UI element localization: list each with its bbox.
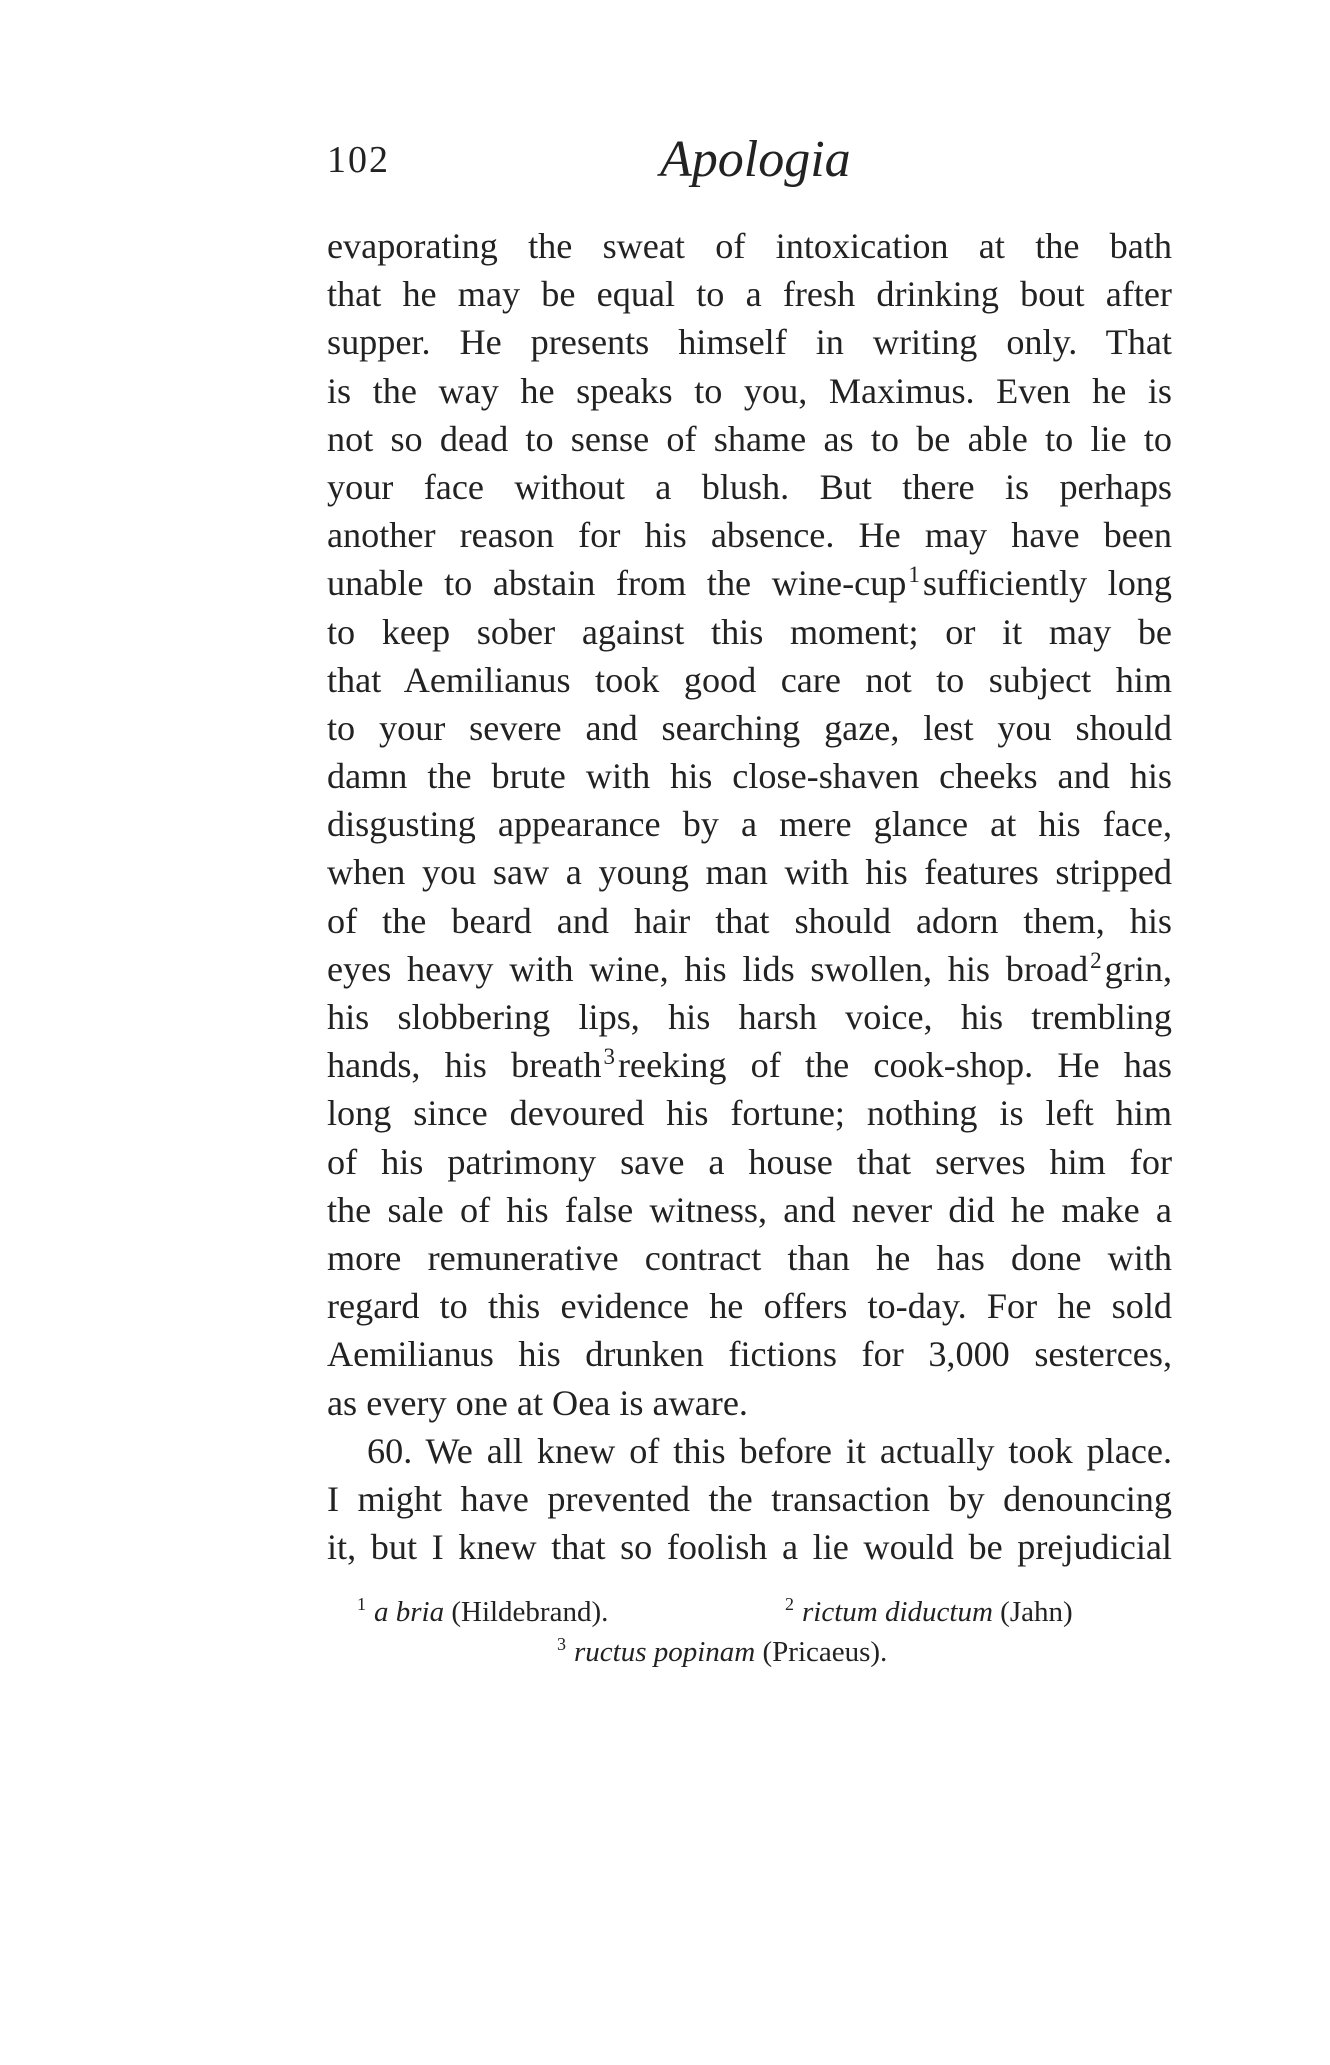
footnote-3 [557,1632,887,1672]
footnote-marker: 1 [357,1594,366,1614]
footnote-row [327,1632,1172,1672]
text-line: I might have prevented the transaction by denouncing [327,1478,1172,1519]
page-header [327,130,1172,190]
text-line: that he may be equal to a fresh drinking bout after [327,274,1172,315]
text-line: more remunerative contract than he has done with [327,1237,1172,1278]
line-text: sufficiently long [922,563,1172,604]
body-text [327,222,1172,1571]
line-text: eyes heavy with wine, his lids swollen, his broad [327,948,1089,989]
line-text: grin, [1104,948,1172,989]
footnote-1 [357,1592,608,1632]
text-line: regard to this evidence he offers to-day. For he sold [327,1286,1172,1327]
text-line [327,945,1172,993]
text-line: evaporating the sweat of intoxication at the bath [327,226,1172,266]
text-line: his slobbering lips, his harsh voice, his trembling [327,997,1172,1037]
footnote-source: (Jahn) [1000,1596,1073,1628]
footnote-marker: 2 [785,1594,794,1614]
text-line: to your severe and searching gaze, lest you should [327,707,1172,748]
text-line: that Aemilianus took good care not to subject him [327,659,1172,700]
text-line [327,1041,1172,1089]
footnote-ref: 2 [1090,947,1102,973]
text-line [327,559,1172,607]
text-line: not so dead to sense of shame as to be able to lie to [327,418,1172,459]
chapter-start-line: 60. We all knew of this before it actually took place. [367,1430,1172,1471]
text-line: of his patrimony save a house that serves him for [327,1141,1172,1182]
text-line: disgusting appearance by a mere glance at his face, [327,804,1172,845]
text-line: long since devoured his fortune; nothing is left him [327,1093,1172,1134]
paragraph-end-line: as every one at Oea is aware. [327,1382,748,1423]
footnote-2 [785,1592,1073,1632]
footnote-source: (Hildebrand). [451,1596,609,1628]
text-line: of the beard and hair that should adorn them, his [327,900,1172,941]
text-line: when you saw a young man with his features stripped [327,852,1172,893]
footnote-source: (Pricaeus). [762,1636,888,1668]
footnote-marker: 3 [557,1634,566,1654]
text-line: to keep sober against this moment; or it may be [327,611,1172,652]
footnote-row [327,1592,1172,1632]
running-title: Apologia [660,131,851,188]
line-text: unable to abstain from the wine-cup [327,563,907,604]
footnote-ref: 1 [908,562,920,588]
line-text: reeking of the cook-shop. He has [617,1045,1172,1086]
footnotes [327,1592,1172,1672]
text-line: it, but I knew that so foolish a lie would be prejudicial [327,1527,1172,1568]
footnote-reading: a bria [374,1596,445,1628]
text-line: Aemilianus his drunken fictions for 3,000 sesterces, [327,1334,1172,1375]
text-line: another reason for his absence. He may have been [327,515,1172,556]
footnote-reading: ructus popinam [574,1636,756,1668]
footnote-ref: 3 [603,1044,615,1070]
text-line: damn the brute with his close-shaven cheeks and his [327,756,1172,797]
footnote-reading: rictum diductum [802,1596,993,1628]
text-line: the sale of his false witness, and never did he make a [327,1189,1172,1230]
text-line: supper. He presents himself in writing only. That [327,322,1172,363]
page-number: 102 [327,139,390,181]
text-line: is the way he speaks to you, Maximus. Even he is [327,370,1172,411]
text-line: your face without a blush. But there is perhaps [327,466,1172,507]
line-text: hands, his breath [327,1045,602,1086]
